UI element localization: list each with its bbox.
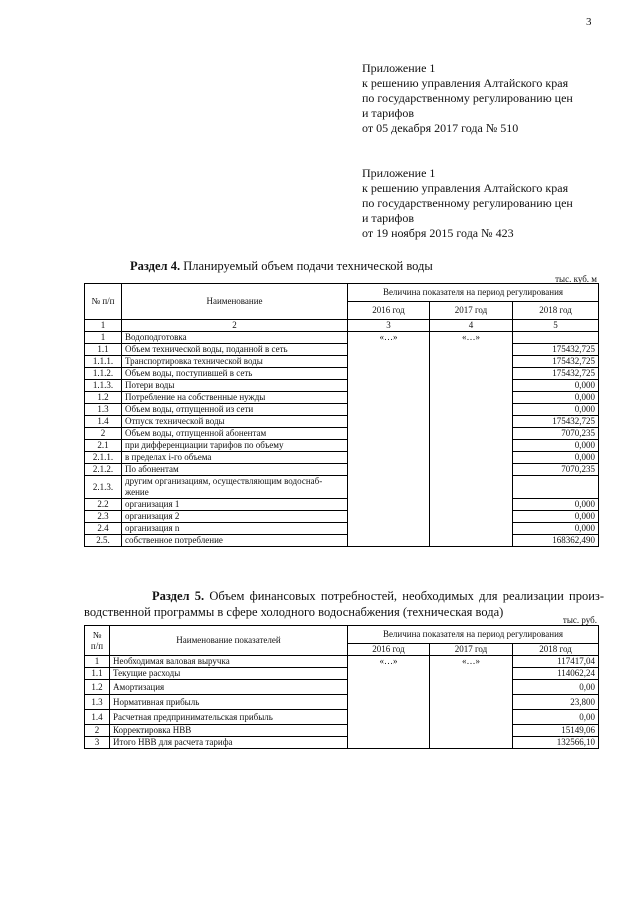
value-2018: 0,00 bbox=[513, 710, 599, 725]
row-number: 1.1.1. bbox=[85, 356, 122, 368]
section4-title-text: Планируемый объем подачи технической воды bbox=[183, 259, 433, 273]
value-2016 bbox=[348, 535, 430, 547]
header-2017: 2017 год bbox=[430, 644, 513, 656]
row-name: Расчетная предпринимательская прибыль bbox=[110, 710, 348, 725]
col-number: 4 bbox=[430, 320, 513, 332]
row-name: другим организациям, осуществляющим водоснаб-жение bbox=[122, 476, 348, 499]
table-row bbox=[85, 404, 599, 416]
row-number: 2 bbox=[85, 428, 122, 440]
value-2016 bbox=[348, 464, 430, 476]
value-2017 bbox=[430, 668, 513, 680]
value-2018: 7070,235 bbox=[513, 464, 599, 476]
table-row bbox=[85, 380, 599, 392]
appendix-header-2017 bbox=[362, 61, 573, 136]
value-2016 bbox=[348, 452, 430, 464]
value-2018: 175432,725 bbox=[513, 368, 599, 380]
row-name: По абонентам bbox=[122, 464, 348, 476]
row-number: 1.1 bbox=[85, 668, 110, 680]
header-name: Наименование bbox=[122, 284, 348, 320]
value-2017 bbox=[430, 511, 513, 523]
table-row bbox=[85, 656, 599, 668]
row-name: Амортизация bbox=[110, 680, 348, 695]
row-number: 2.1 bbox=[85, 440, 122, 452]
table-row bbox=[85, 452, 599, 464]
row-name: Объем воды, поступившей в сеть bbox=[122, 368, 348, 380]
value-2016 bbox=[348, 511, 430, 523]
value-2017 bbox=[430, 680, 513, 695]
appendix-line: Приложение 1 bbox=[362, 61, 436, 75]
value-2018: 175432,725 bbox=[513, 416, 599, 428]
row-number: 1 bbox=[85, 332, 122, 344]
value-2017 bbox=[430, 464, 513, 476]
table-row bbox=[85, 344, 599, 356]
value-2016: «…» bbox=[348, 332, 430, 344]
row-name: Необходимая валовая выручка bbox=[110, 656, 348, 668]
col-number: 2 bbox=[122, 320, 348, 332]
value-2018: 23,800 bbox=[513, 695, 599, 710]
row-number: 1.1.3. bbox=[85, 380, 122, 392]
value-2016 bbox=[348, 368, 430, 380]
table-row bbox=[85, 668, 599, 680]
value-2017 bbox=[430, 725, 513, 737]
row-name: Текущие расходы bbox=[110, 668, 348, 680]
value-2017 bbox=[430, 380, 513, 392]
row-number: 1.3 bbox=[85, 695, 110, 710]
row-number: 2.3 bbox=[85, 511, 122, 523]
value-2016 bbox=[348, 695, 430, 710]
table-row bbox=[85, 476, 599, 499]
value-2017 bbox=[430, 737, 513, 749]
row-number: 1.1 bbox=[85, 344, 122, 356]
section4-title bbox=[130, 258, 433, 274]
row-name: Водоподготовка bbox=[122, 332, 348, 344]
value-2016 bbox=[348, 440, 430, 452]
table-row bbox=[85, 499, 599, 511]
appendix-line: и тарифов bbox=[362, 106, 415, 120]
value-2018: 0,00 bbox=[513, 680, 599, 695]
value-2017 bbox=[430, 695, 513, 710]
value-2018: 15149,06 bbox=[513, 725, 599, 737]
section4-label: Раздел 4. bbox=[130, 259, 181, 273]
row-name: организация 1 bbox=[122, 499, 348, 511]
row-number: 3 bbox=[85, 737, 110, 749]
appendix-line: по государственному регулированию цен bbox=[362, 91, 573, 105]
row-name: Транспортировка технической воды bbox=[122, 356, 348, 368]
header-name: Наименование показателей bbox=[110, 626, 348, 656]
table-row bbox=[85, 535, 599, 547]
table-row bbox=[85, 368, 599, 380]
row-name: при дифференциации тарифов по объему bbox=[122, 440, 348, 452]
header-num: № п/п bbox=[85, 284, 122, 320]
row-number: 2 bbox=[85, 725, 110, 737]
row-name: Потери воды bbox=[122, 380, 348, 392]
row-number: 1.2 bbox=[85, 392, 122, 404]
row-number: 2.2 bbox=[85, 499, 122, 511]
row-number: 1.4 bbox=[85, 710, 110, 725]
section4-table bbox=[84, 283, 599, 547]
value-2017 bbox=[430, 392, 513, 404]
appendix-line: к решению управления Алтайского края bbox=[362, 181, 569, 195]
col-number: 5 bbox=[513, 320, 599, 332]
header-2016: 2016 год bbox=[348, 302, 430, 320]
table-row bbox=[85, 695, 599, 710]
value-2018: 0,000 bbox=[513, 392, 599, 404]
header-num: № п/п bbox=[85, 626, 110, 656]
value-2018: 168362,490 bbox=[513, 535, 599, 547]
row-number: 2.4 bbox=[85, 523, 122, 535]
value-2018: 0,000 bbox=[513, 523, 599, 535]
value-2016: «…» bbox=[348, 656, 430, 668]
row-name: Итого НВВ для расчета тарифа bbox=[110, 737, 348, 749]
value-2017 bbox=[430, 710, 513, 725]
row-number: 1 bbox=[85, 656, 110, 668]
appendix-header-2015 bbox=[362, 166, 573, 241]
value-2016 bbox=[348, 499, 430, 511]
value-2016 bbox=[348, 737, 430, 749]
row-number: 2.5. bbox=[85, 535, 122, 547]
value-2017 bbox=[430, 356, 513, 368]
value-2018: 175432,725 bbox=[513, 344, 599, 356]
value-2018: 0,000 bbox=[513, 499, 599, 511]
value-2018 bbox=[513, 332, 599, 344]
table-row bbox=[85, 523, 599, 535]
page-number: 3 bbox=[586, 16, 592, 28]
value-2017 bbox=[430, 368, 513, 380]
row-number: 1.3 bbox=[85, 404, 122, 416]
table-row bbox=[85, 710, 599, 725]
value-2017 bbox=[430, 404, 513, 416]
table-row bbox=[85, 416, 599, 428]
section5-title-text: Объем финансовых потребностей, необходимых для реализации произ-водственной программы в сфере холодного водоснабжения (техническая вода) bbox=[84, 589, 604, 619]
col-number: 1 bbox=[85, 320, 122, 332]
table-row bbox=[85, 725, 599, 737]
row-number: 1.4 bbox=[85, 416, 122, 428]
header-2018: 2018 год bbox=[513, 302, 599, 320]
value-2016 bbox=[348, 680, 430, 695]
section5-unit: тыс. руб. bbox=[562, 615, 597, 625]
value-2017 bbox=[430, 499, 513, 511]
row-name: Объем воды, отпущенной из сети bbox=[122, 404, 348, 416]
value-2018: 0,000 bbox=[513, 511, 599, 523]
value-2018: 0,000 bbox=[513, 380, 599, 392]
section5-label: Раздел 5. bbox=[152, 589, 205, 603]
table-row bbox=[85, 680, 599, 695]
value-2017 bbox=[430, 428, 513, 440]
value-2017 bbox=[430, 416, 513, 428]
value-2016 bbox=[348, 710, 430, 725]
header-2018: 2018 год bbox=[513, 644, 599, 656]
row-name: Корректировка НВВ bbox=[110, 725, 348, 737]
row-name: собственное потребление bbox=[122, 535, 348, 547]
value-2016 bbox=[348, 404, 430, 416]
table-row bbox=[85, 356, 599, 368]
row-number: 2.1.2. bbox=[85, 464, 122, 476]
row-number: 2.1.1. bbox=[85, 452, 122, 464]
table-row bbox=[85, 511, 599, 523]
appendix-line: и тарифов bbox=[362, 211, 415, 225]
appendix-line: от 19 ноября 2015 года № 423 bbox=[362, 226, 514, 240]
section4-table-body bbox=[85, 332, 599, 547]
header-period: Величина показателя на период регулирования bbox=[348, 626, 599, 644]
table-row bbox=[85, 464, 599, 476]
value-2016 bbox=[348, 476, 430, 499]
appendix-line: от 05 декабря 2017 года № 510 bbox=[362, 121, 519, 135]
value-2018: 0,000 bbox=[513, 452, 599, 464]
value-2018: 114062,24 bbox=[513, 668, 599, 680]
table-row bbox=[85, 440, 599, 452]
value-2016 bbox=[348, 668, 430, 680]
appendix-line: по государственному регулированию цен bbox=[362, 196, 573, 210]
header-2017: 2017 год bbox=[430, 302, 513, 320]
row-name: Нормативная прибыль bbox=[110, 695, 348, 710]
value-2017 bbox=[430, 476, 513, 499]
row-name: Объем технической воды, поданной в сеть bbox=[122, 344, 348, 356]
row-number: 1.2 bbox=[85, 680, 110, 695]
appendix-line: к решению управления Алтайского края bbox=[362, 76, 569, 90]
table-row bbox=[85, 332, 599, 344]
header-period: Величина показателя на период регулирования bbox=[348, 284, 599, 302]
value-2017 bbox=[430, 452, 513, 464]
value-2017 bbox=[430, 344, 513, 356]
value-2017 bbox=[430, 535, 513, 547]
section4-unit: тыс. куб. м bbox=[555, 274, 597, 284]
value-2018: 175432,725 bbox=[513, 356, 599, 368]
value-2018: 0,000 bbox=[513, 440, 599, 452]
row-number: 1.1.2. bbox=[85, 368, 122, 380]
value-2018: 7070,235 bbox=[513, 428, 599, 440]
row-number: 2.1.3. bbox=[85, 476, 122, 499]
table-row bbox=[85, 392, 599, 404]
value-2016 bbox=[348, 392, 430, 404]
value-2016 bbox=[348, 428, 430, 440]
section5-table bbox=[84, 625, 599, 749]
header-2016: 2016 год bbox=[348, 644, 430, 656]
section5-table-body bbox=[85, 656, 599, 749]
row-name: организация 2 bbox=[122, 511, 348, 523]
row-name: Отпуск технической воды bbox=[122, 416, 348, 428]
value-2016 bbox=[348, 416, 430, 428]
value-2016 bbox=[348, 725, 430, 737]
row-name: Потребление на собственные нужды bbox=[122, 392, 348, 404]
value-2017 bbox=[430, 440, 513, 452]
value-2016 bbox=[348, 523, 430, 535]
value-2018: 0,000 bbox=[513, 404, 599, 416]
value-2018: 117417,04 bbox=[513, 656, 599, 668]
value-2018: 132566,10 bbox=[513, 737, 599, 749]
table-row bbox=[85, 428, 599, 440]
row-name: организация n bbox=[122, 523, 348, 535]
value-2018 bbox=[513, 476, 599, 499]
value-2017: «…» bbox=[430, 656, 513, 668]
value-2016 bbox=[348, 344, 430, 356]
col-number: 3 bbox=[348, 320, 430, 332]
table-row bbox=[85, 737, 599, 749]
appendix-line: Приложение 1 bbox=[362, 166, 436, 180]
value-2016 bbox=[348, 380, 430, 392]
row-name: в пределах i-го объема bbox=[122, 452, 348, 464]
value-2016 bbox=[348, 356, 430, 368]
row-name: Объем воды, отпущенной абонентам bbox=[122, 428, 348, 440]
value-2017 bbox=[430, 523, 513, 535]
value-2017: «…» bbox=[430, 332, 513, 344]
